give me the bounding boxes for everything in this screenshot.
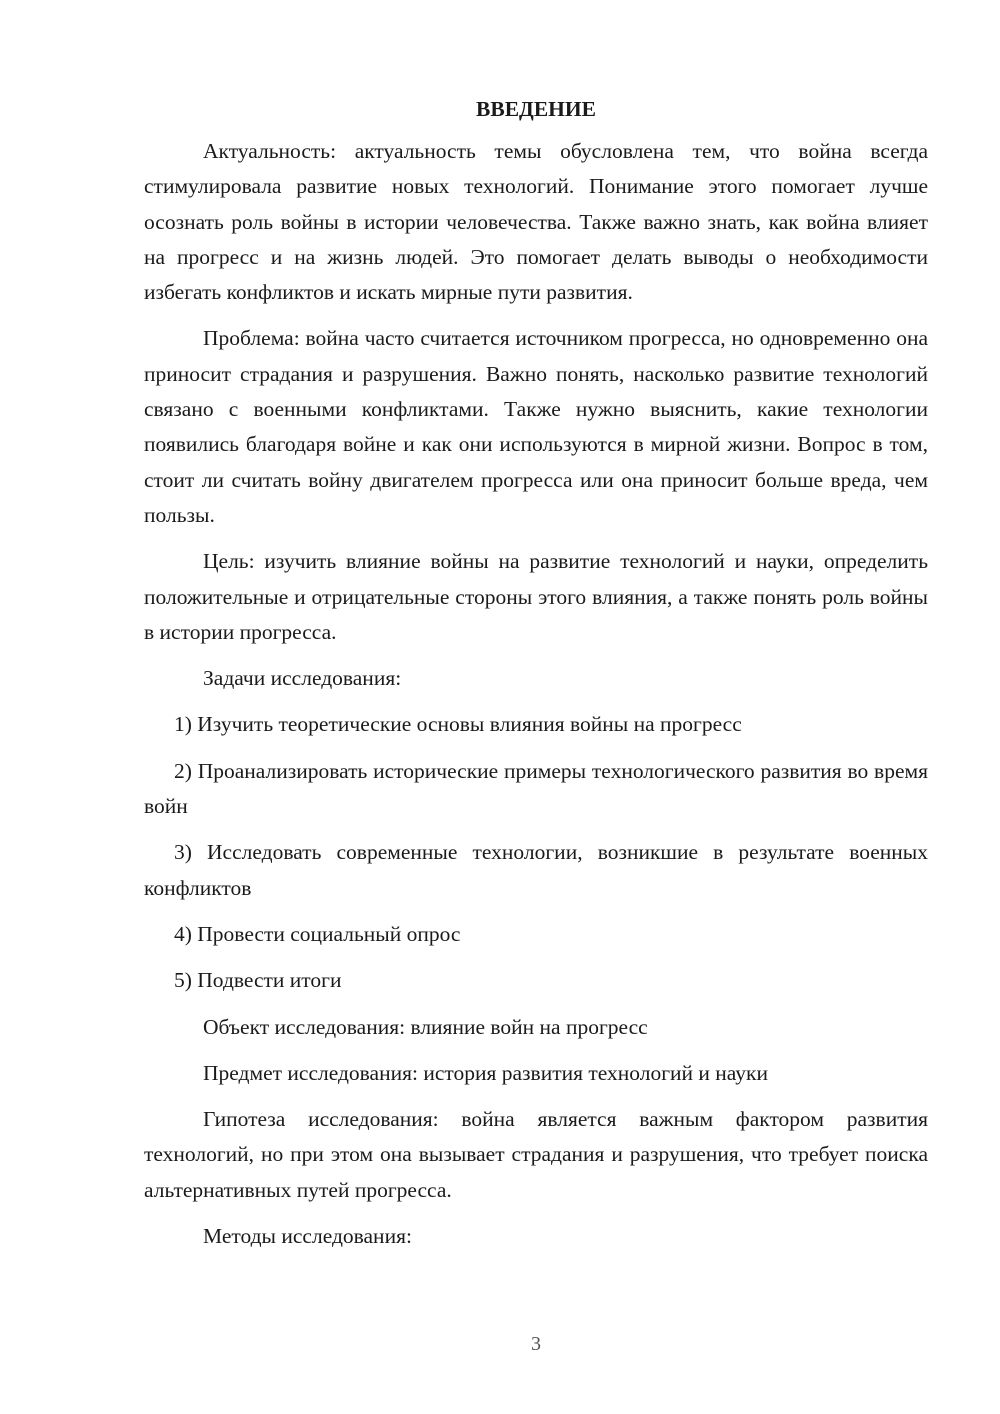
task-item-4: 4) Провести социальный опрос: [174, 921, 461, 946]
hypothesis-paragraph: Гипотеза исследования: война является важным фактором развития технологий, но при этом она вызывает страдания и разрушения, что требует поиска альтернативных путей прогресса.: [144, 1107, 928, 1202]
tasks-heading: Задачи исследования:: [203, 666, 402, 691]
document-page: [144, 92, 928, 1265]
subject-paragraph: Предмет исследования: история развития технологий и науки: [203, 1060, 768, 1085]
task-item-5: 5) Подвести итоги: [174, 968, 342, 993]
problem-paragraph: Проблема: война часто считается источником прогресса, но одновременно она приносит страдания и разрушения. Важно понять, насколько развитие технологий связано с военными конфликтами. Также нужно выяснить, какие технологии появились благодаря войне и как они используются в мирной жизни. Вопрос в том, стоит ли считать войну двигателем прогресса или она приносит больше вреда, чем пользы.: [144, 326, 928, 527]
page-number: 3: [531, 1333, 541, 1355]
task-item-2: 2) Проанализировать исторические примеры технологического развития во время войн: [144, 758, 928, 819]
page-title: ВВЕДЕНИЕ: [476, 97, 596, 121]
task-item-1: 1) Изучить теоретические основы влияния войны на прогресс: [174, 712, 742, 737]
relevance-paragraph: Актуальность: актуальность темы обусловлена тем, что война всегда стимулировала развитие новых технологий. Понимание этого помогает лучше осознать роль войны в истории человечества. Также важно знать, как война влияет на прогресс и на жизнь людей. Это помогает делать выводы о необходимости избегать конфликтов и искать мирные пути развития.: [144, 139, 928, 305]
object-paragraph: Объект исследования: влияние войн на прогресс: [203, 1014, 648, 1039]
task-item-3: 3) Исследовать современные технологии, возникшие в результате военных конфликтов: [144, 840, 928, 900]
methods-heading: Методы исследования:: [203, 1224, 412, 1249]
goal-paragraph: Цель: изучить влияние войны на развитие технологий и науки, определить положительные и отрицательные стороны этого влияния, а также понять роль войны в истории прогресса.: [144, 549, 928, 644]
